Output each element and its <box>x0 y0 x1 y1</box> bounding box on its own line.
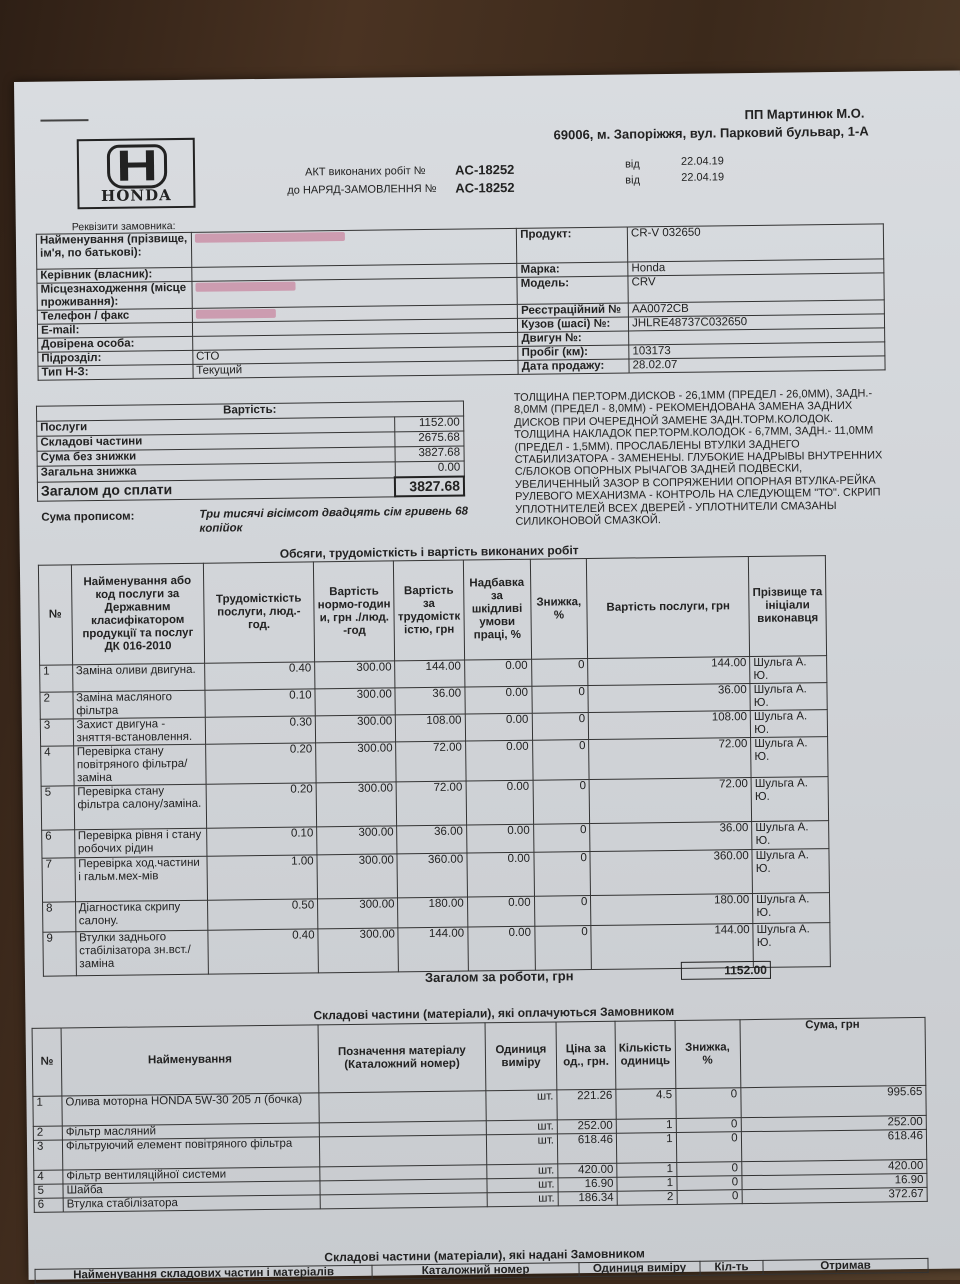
act-date: 22.04.19 <box>680 155 724 168</box>
works-cell-disc: 0 <box>533 852 590 897</box>
works-cell-disc: 0 <box>531 659 588 687</box>
cost-total-row <box>37 477 464 501</box>
cost-total-value: 3827.68 <box>395 477 464 497</box>
works-cell-n: 6 <box>42 830 75 858</box>
department-value: СТО <box>192 346 518 364</box>
parts-cell-n: 5 <box>34 1184 63 1198</box>
works-cell-worker: Шульга А. Ю. <box>750 656 827 684</box>
parts-cell-disc: 0 <box>676 1118 741 1133</box>
parts-cell-qty: 1 <box>616 1132 676 1163</box>
parts-cell-name: Фільтруючий елемент повітряного фільтра <box>62 1137 319 1170</box>
works-cell-disc: 0 <box>534 926 591 971</box>
parts-header-row <box>32 1017 926 1096</box>
works-cell-rate: 300.00 <box>317 826 398 855</box>
redacted-mark <box>195 282 295 292</box>
parts-table <box>32 1017 928 1213</box>
customer-table <box>36 223 886 380</box>
order-date: 22.04.19 <box>681 171 725 184</box>
address-value <box>192 277 518 308</box>
works-cell-disc: 0 <box>533 780 590 825</box>
works-table <box>38 555 831 977</box>
vin-label: Кузов (шасі) №: <box>518 317 629 332</box>
works-body <box>40 656 831 977</box>
redacted-mark <box>195 309 275 319</box>
parts-cell-disc: 0 <box>677 1176 742 1191</box>
email-label: E-mail: <box>37 322 192 338</box>
document-page <box>14 70 960 1282</box>
honda-h-icon <box>107 144 168 189</box>
product-value: CR-V 032650 <box>627 224 883 262</box>
parts-cell-unit: шт. <box>486 1090 557 1121</box>
customer-parts-header: Найменування складових частин і матеріалів <box>35 1265 372 1283</box>
amount-in-words-value: Три тисячі вісімсот двадцять сім гривень 68 копійок <box>199 505 469 535</box>
parts-cell-code <box>319 1091 486 1123</box>
parts-cell-code <box>319 1135 486 1167</box>
works-cell-n: 7 <box>42 858 75 902</box>
works-cell-worker: Шульга А. Ю. <box>753 893 830 924</box>
customer-parts-header: Отримав <box>763 1258 928 1274</box>
works-header: Трудомісткість послуги, люд.-год. <box>203 562 315 663</box>
parts-cell-price: 186.34 <box>558 1191 617 1206</box>
parts-cell-unit: шт. <box>486 1120 557 1135</box>
parts-cell-code <box>320 1193 487 1209</box>
works-cell-total: 72.00 <box>589 778 751 824</box>
works-total-label: Загалом за роботи, грн <box>424 968 574 986</box>
works-cell-name: Заміна оливи двигуна. <box>72 663 204 692</box>
mileage-value: 103173 <box>629 342 885 359</box>
works-cell-extra: 0.00 <box>464 659 531 687</box>
works-cell-worker: Шульга А. Ю. <box>752 849 829 894</box>
order-type-label: Тип Н-З: <box>38 364 193 380</box>
sale-date-value: 28.02.07 <box>629 356 885 373</box>
parts-header: Найменування <box>61 1025 319 1096</box>
customer-section-title: Реквізити замовника: <box>71 220 176 234</box>
works-cell-n: 4 <box>41 746 74 786</box>
registration-label: Реєстраційний № <box>518 303 629 318</box>
works-cell-total: 36.00 <box>588 684 750 713</box>
works-cell-extra: 0.00 <box>465 686 532 714</box>
engine-label: Двигун №: <box>518 331 629 346</box>
act-number: AC-18252 <box>455 161 515 178</box>
order-type-value: Текущий <box>193 360 519 378</box>
department-label: Підрозділ: <box>38 350 193 366</box>
parts-header: Сума, грн <box>740 1017 926 1087</box>
parts-cell-name: Втулка стабілізатора <box>63 1195 320 1212</box>
works-cell-n: 8 <box>43 902 76 932</box>
works-cell-cost: 36.00 <box>395 687 465 715</box>
phone-label: Телефон / факс <box>37 308 192 324</box>
works-cell-rate: 300.00 <box>316 742 397 783</box>
works-cell-rate: 300.00 <box>318 928 399 973</box>
works-cell-rate: 300.00 <box>318 898 399 929</box>
works-header: Вартість послуги, грн <box>587 557 750 659</box>
works-cell-total: 360.00 <box>590 850 752 896</box>
works-cell-cost: 360.00 <box>397 853 467 898</box>
parts-body <box>33 1085 927 1212</box>
works-cell-n: 2 <box>40 692 73 719</box>
model-value: CRV <box>628 273 884 303</box>
redacted-mark <box>195 232 345 243</box>
works-cell-rate: 300.00 <box>315 688 396 716</box>
works-header: Надбавка за шкідливі умови праці, % <box>463 559 531 660</box>
works-cell-extra: 0.00 <box>468 926 535 971</box>
works-cell-disc: 0 <box>534 896 591 927</box>
works-cell-disc: 0 <box>532 713 589 741</box>
parts-cell-name: Фільтр вентиляційної системи <box>63 1167 320 1184</box>
parts-cell-qty: 2 <box>617 1190 677 1205</box>
works-cell-worker: Шульга А. Ю. <box>751 777 828 822</box>
works-header: Прізвище та ініціали виконавця <box>749 556 827 657</box>
owner-label: Керівник (власник): <box>37 267 192 283</box>
parts-cell-price: 618.46 <box>557 1133 616 1164</box>
parts-cell-price: 252.00 <box>557 1119 616 1134</box>
parts-cell-sum: 618.46 <box>741 1129 927 1161</box>
parts-header: № <box>32 1028 62 1096</box>
works-cell-rate: 300.00 <box>317 854 398 899</box>
parts-cell-sum: 372.67 <box>742 1187 928 1203</box>
customer-name-value <box>191 228 517 267</box>
works-header: Найменування або код послуги за Державним класифікатором продукції та послуг ДК 016-2010 <box>71 563 204 665</box>
logo-text: HONDA <box>100 186 172 205</box>
parts-cell-n: 3 <box>33 1140 62 1170</box>
parts-header: Позначення матеріалу (Каталожний номер) <box>318 1023 486 1093</box>
cost-row-value: 2675.68 <box>394 431 463 447</box>
works-cell-hours: 1.00 <box>207 855 318 900</box>
parts-header: Ціна за од., грн. <box>556 1021 616 1090</box>
parts-cell-n: 1 <box>33 1096 62 1126</box>
brand-label: Марка: <box>517 262 628 277</box>
parts-header: Кількість одиниць <box>615 1020 675 1089</box>
act-date-label: від <box>624 158 640 171</box>
parts-cell-unit: шт. <box>487 1178 558 1193</box>
brand-value: Honda <box>628 259 884 276</box>
vin-value: JHLRE48737C032650 <box>628 314 884 331</box>
works-cell-extra: 0.00 <box>465 713 532 741</box>
works-header: Знижка, % <box>530 559 588 660</box>
cost-row-value: 0.00 <box>395 461 464 477</box>
cost-title: Вартість: <box>36 401 463 421</box>
product-label: Продукт: <box>517 227 628 263</box>
order-number: AC-18252 <box>455 179 515 196</box>
parts-cell-n: 4 <box>34 1170 63 1184</box>
works-cell-hours: 0.40 <box>208 929 319 974</box>
works-cell-disc: 0 <box>531 686 588 714</box>
parts-cell-qty: 1 <box>616 1118 676 1133</box>
honda-logo <box>77 138 196 209</box>
parts-cell-sum: 252.00 <box>741 1115 927 1131</box>
cost-row-label: Послуги <box>37 417 395 436</box>
works-cell-extra: 0.00 <box>466 824 533 853</box>
parts-header: Одиниця виміру <box>485 1022 557 1091</box>
parts-cell-n: 2 <box>33 1126 62 1140</box>
parts-cell-qty: 4.5 <box>616 1088 676 1119</box>
works-cell-name: Перевірка стану повітряного фільтра/заміна <box>73 744 206 786</box>
works-cell-rate: 300.00 <box>315 715 396 743</box>
cost-row-label: Сума без знижки <box>37 447 395 466</box>
parts-header: Знижка, % <box>675 1020 741 1089</box>
customer-parts-header: Каталожний номер <box>372 1263 579 1280</box>
parts-cell-disc: 0 <box>676 1162 741 1177</box>
parts-cell-sum: 995.65 <box>740 1085 926 1117</box>
parts-cell-unit: шт. <box>486 1134 557 1165</box>
works-cell-name: Перевірка стану фільтра салону/заміна. <box>74 784 207 830</box>
customer-name-label: Найменування (прізвище, ім'я, по батькові): <box>36 232 191 269</box>
works-cell-cost: 72.00 <box>396 741 466 782</box>
parts-cell-sum: 420.00 <box>741 1159 927 1175</box>
parts-cell-disc: 0 <box>675 1088 740 1119</box>
works-cell-extra: 0.00 <box>466 780 533 825</box>
works-cell-extra: 0.00 <box>465 740 532 781</box>
header-rule <box>40 119 88 122</box>
parts-cell-n: 6 <box>34 1198 63 1212</box>
parts-cell-disc: 0 <box>677 1190 742 1205</box>
parts-cell-disc: 0 <box>676 1132 741 1163</box>
parts-cell-price: 420.00 <box>558 1163 617 1178</box>
works-cell-n: 9 <box>43 932 76 976</box>
works-cell-name: Діагностика скрипу салону. <box>75 900 207 932</box>
parts-cell-price: 221.26 <box>557 1089 616 1120</box>
works-cell-cost: 180.00 <box>398 897 468 928</box>
works-cell-name: Втулки заднього стабілізатора зн.вст./заміна <box>75 930 208 976</box>
works-cell-worker: Шульга А. Ю. <box>751 737 828 778</box>
works-cell-total: 108.00 <box>589 711 751 740</box>
mileage-label: Пробіг (км): <box>518 345 629 360</box>
works-cell-rate: 300.00 <box>316 782 397 827</box>
works-header-row <box>38 556 826 666</box>
works-cell-rate: 300.00 <box>315 661 396 689</box>
works-cell-n: 1 <box>40 665 73 692</box>
works-cell-disc: 0 <box>532 740 589 781</box>
works-header: № <box>38 565 72 665</box>
works-cell-hours: 0.20 <box>206 783 317 828</box>
company-name: ПП Мартинюк М.О. <box>744 105 865 123</box>
parts-cell-qty: 1 <box>617 1176 677 1191</box>
works-cell-hours: 0.10 <box>205 689 316 717</box>
order-label: до НАРЯД-ЗАМОВЛЕННЯ № <box>287 182 437 197</box>
works-cell-disc: 0 <box>533 824 590 853</box>
parts-cell-name: Шайба <box>63 1181 320 1198</box>
amount-in-words-label: Сума прописом: <box>41 510 135 524</box>
parts-cell-unit: шт. <box>487 1164 558 1179</box>
works-cell-cost: 72.00 <box>396 781 466 826</box>
customer-parts-title: Складові частини (матеріали), які надані Замовником <box>324 1246 645 1265</box>
cost-total-label: Загалом до сплати <box>37 477 395 500</box>
company-address: 69006, м. Запоріжжя, вул. Парковий бульвар, 1-А <box>553 123 869 143</box>
works-cell-name: Захист двигуна - зняття-встановлення. <box>73 717 205 746</box>
works-cell-worker: Шульга А. Ю. <box>752 821 829 850</box>
parts-cell-price: 16.90 <box>558 1177 617 1192</box>
cost-row-value: 1152.00 <box>394 416 463 432</box>
works-cell-n: 5 <box>41 786 74 830</box>
works-cell-hours: 0.40 <box>204 662 315 690</box>
order-date-label: від <box>625 174 641 187</box>
act-title-label: АКТ виконаних робіт № <box>305 164 426 179</box>
cost-row-label: Загальна знижка <box>37 462 395 482</box>
cost-row-value: 3827.68 <box>394 446 463 462</box>
works-cell-hours: 0.10 <box>206 827 317 856</box>
works-cell-cost: 144.00 <box>398 927 468 972</box>
works-cell-hours: 0.50 <box>207 899 318 930</box>
works-cell-total: 180.00 <box>591 894 753 926</box>
works-cell-name: Заміна масляного фільтра <box>73 690 205 719</box>
parts-cell-sum: 16.90 <box>742 1173 928 1189</box>
works-cell-n: 3 <box>40 719 73 746</box>
works-cell-worker: Шульга А. Ю. <box>750 683 827 711</box>
parts-title: Складові частини (матеріали), які оплачуються Замовником <box>313 1004 675 1023</box>
works-cell-extra: 0.00 <box>467 852 534 897</box>
address-label: Місцезнаходження (місце проживання): <box>37 281 192 310</box>
works-cell-total: 72.00 <box>589 738 751 780</box>
works-cell-extra: 0.00 <box>467 896 534 927</box>
works-cell-cost: 36.00 <box>397 825 467 854</box>
works-cell-name: Перевірка рівня і стану робочих рідин <box>74 828 206 858</box>
works-header: Вартість за трудомістк істю, грн <box>394 560 464 661</box>
works-cell-worker: Шульга А. Ю. <box>750 710 827 738</box>
cost-row-label: Складові частини <box>37 432 395 451</box>
works-header: Вартість нормо-годин и, грн ./люд. -год <box>313 561 394 662</box>
works-cell-cost: 108.00 <box>396 714 466 742</box>
parts-cell-qty: 1 <box>617 1162 677 1177</box>
technician-note: ТОЛЩИНА ПЕР.ТОРМ.ДИСКОВ - 26,1ММ (ПРЕДЕЛ - 26,0ММ), ЗАДН.- 8,0ММ (ПРЕДЕЛ - 8,0ММ) - РЕКОМЕНДОВАНА ЗАМЕНА ЗАДНИХ ДИСКОВ ПРИ ОЧЕРЕДНОЙ ЗАМЕНЕ ЗАДН.ТОРМ.КОЛОДОК. ТОЛЩИНА НАКЛАДОК ПЕР.ТОРМ.КОЛОДОК - 6,7ММ, ЗАДН.- 11,0ММ (ПРЕДЕЛ - 1,5ММ). ПРОСЛАБЛЕНЫ ВТУЛКИ ЗАДНЕГО СТАБИЛИЗАТОРА - ЗАМЕНЕНЫ. ГЛУБОКИЕ НАДРЫВЫ ВНУТРЕННИХ С/БЛОКОВ ОПОРНЫХ РЫЧАГОВ ЗАДНЕЙ ПОДВЕСКИ, УВЕЛИЧЕННЫЙ ЗАЗОР В СОПРЯЖЕНИИ ОПОРНАЯ ВТУЛКА-РЕЙКА РУЛЕВОГО МЕХАНИЗМА - КОНТРОЛЬ НА СЛЕДУЮЩЕМ "ТО". СКРИП УПЛОТНИТЕЛЕЙ ВСЕХ ДВЕРЕЙ - УПЛОТНИТЕЛИ СМАЗАНЫ СИЛИКОНОВОЙ СМАЗКОЙ. <box>513 387 883 528</box>
parts-cell-unit: шт. <box>487 1192 558 1207</box>
works-title: Обсяги, трудомісткість і вартість виконаних робіт <box>279 543 579 561</box>
works-cell-total: 36.00 <box>590 822 752 852</box>
model-label: Модель: <box>517 276 628 304</box>
works-total-value: 1152.00 <box>681 961 771 980</box>
sale-date-label: Дата продажу: <box>518 359 629 374</box>
parts-cell-name: Фільтр масляний <box>62 1123 319 1140</box>
parts-cell-name: Олива моторна HONDA 5W-30 205 л (бочка) <box>62 1093 319 1126</box>
works-cell-total: 144.00 <box>591 924 753 970</box>
registration-value: AA0072CB <box>628 300 884 317</box>
works-cell-cost: 144.00 <box>395 660 465 688</box>
works-cell-worker: Шульга А. Ю. <box>753 923 830 968</box>
works-cell-total: 144.00 <box>588 657 750 686</box>
works-cell-hours: 0.30 <box>205 716 316 744</box>
cost-table <box>36 401 465 502</box>
customer-parts-header: Кіл-ть <box>700 1260 763 1275</box>
works-cell-name: Перевірка ход.частини і гальм.мех-мів <box>75 856 208 902</box>
customer-parts-header: Одиниця виміру <box>579 1261 700 1276</box>
proxy-label: Довірена особа: <box>38 336 193 352</box>
works-cell-hours: 0.20 <box>205 743 316 784</box>
